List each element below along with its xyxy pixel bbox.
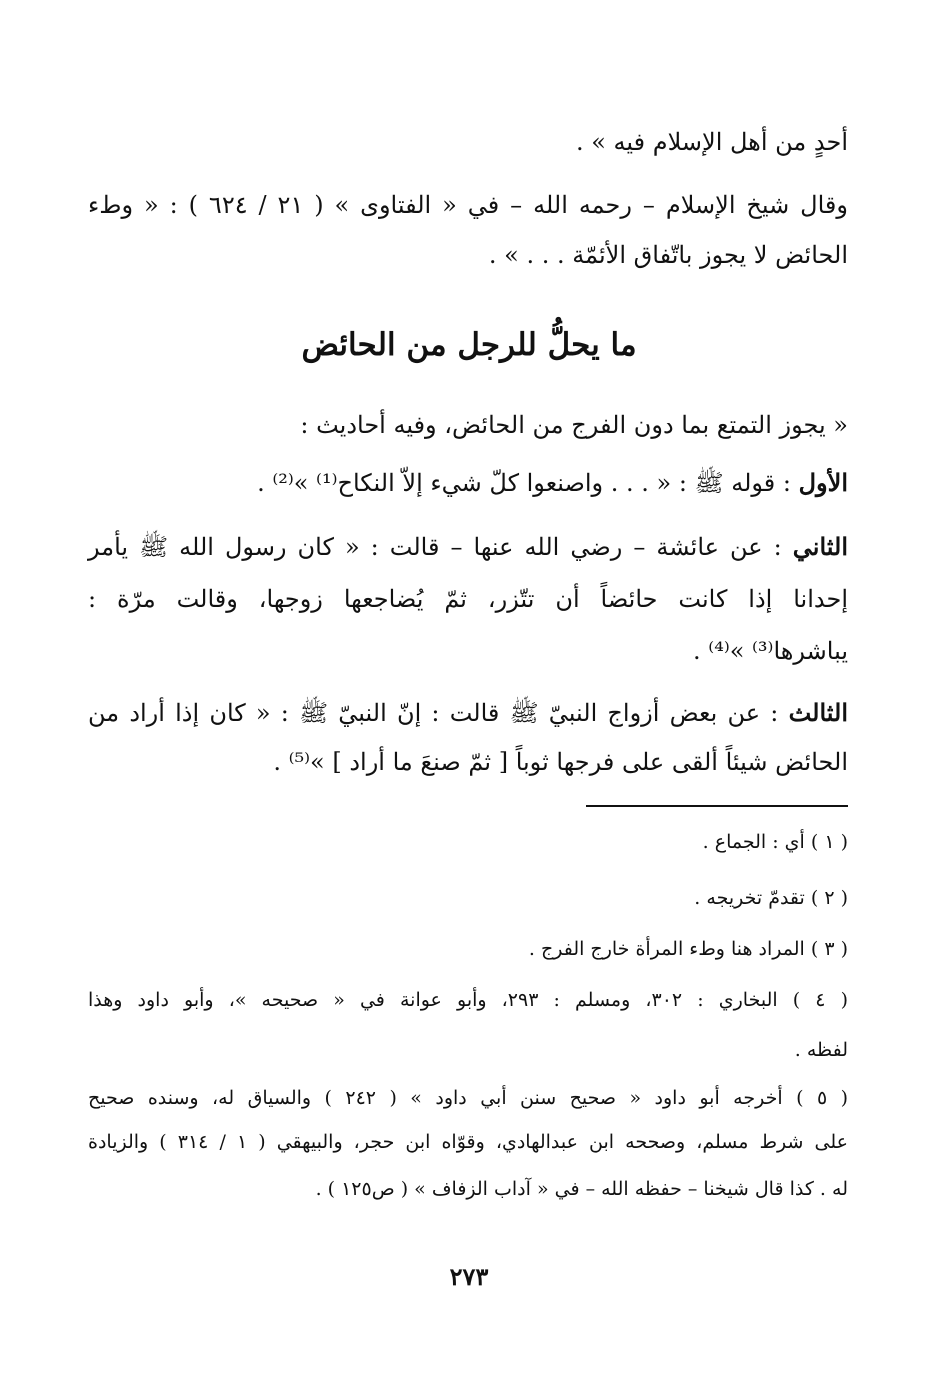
footnote-2: ( ٢ ) تقدمّ تخريجه .: [694, 887, 848, 909]
text-line-10: الحائض شيئاً ألقى على فرجها ثوباً [ ثمّ صنعَ ما أراد ] »⁽⁵⁾ .: [273, 748, 848, 776]
text-line-8: يباشرها⁽³⁾ »⁽⁴⁾ .: [693, 637, 848, 665]
text-line-4: « يجوز التمتع بما دون الفرج من الحائض، وفيه أحاديث :: [300, 411, 848, 439]
footnote-3: ( ٣ ) المراد هنا وطء المرأة خارج الفرج .: [528, 938, 848, 960]
section-heading: ما يحلُّ للرجل من الحائض: [301, 327, 637, 363]
hadith-first-text: : قوله ﷺ : « . . . واصنعوا كلّ شيء إلاّ النكاح⁽¹⁾ »⁽²⁾ .: [257, 469, 791, 497]
hadith-second-label: الثاني: [792, 532, 848, 561]
footnote-4-line-2: لفظه .: [794, 1039, 848, 1061]
hadith-first: [88, 466, 848, 500]
text-line-3: الحائض لا يجوز باتّفاق الأئمّة . . . » .: [488, 241, 848, 269]
hadith-third: [88, 696, 848, 730]
footnote-5-line-1: ( ٥ ) أخرجه أبو داود « صحيح سنن أبي داود » ( ٢٤٢ ) والسياق له، وسنده صحيح: [88, 1087, 849, 1109]
hadith-first-label: الأول: [798, 468, 848, 497]
footnote-4-line-1: ( ٤ ) البخاري : ٣٠٢، ومسلم : ٢٩٣، وأبو عوانة في « صحيحه »، وأبو داود وهذا: [88, 989, 849, 1011]
page-number: ٢٧٣: [449, 1262, 489, 1291]
footnote-separator: [586, 805, 848, 807]
hadith-second: [88, 530, 848, 564]
footnote-1: ( ١ ) أي : الجماع .: [702, 831, 848, 853]
footnote-5-line-3: له . كذا قال شيخنا – حفظه الله – في « آداب الزفاف » ( ص١٢٥ ) .: [315, 1178, 848, 1200]
text-line-2: وقال شيخ الإسلام – رحمه الله – في « الفتاوى » ( ٢١ / ٦٢٤ ) : « وطء: [88, 191, 848, 219]
hadith-second-text: : عن عائشة – رضي الله عنها – قالت : « كان رسول الله ﷺ يأمر: [88, 533, 782, 561]
text-line-1: أحدٍ من أهل الإسلام فيه » .: [575, 128, 848, 156]
hadith-third-text: : عن بعض أزواج النبيّ ﷺ قالت : إنّ النبيّ ﷺ : « كان إذا أراد من: [88, 699, 779, 727]
footnote-5-line-2: على شرط مسلم، وصححه ابن عبدالهادي، وقوّاه ابن حجر، والبيهقي ( ١ / ٣١٤ ) والزيادة: [88, 1131, 848, 1153]
text-line-7: إحدانا إذا كانت حائضاً أن تتّزر، ثمّ يُضاجعها زوجها، وقالت مرّة :: [88, 585, 848, 613]
hadith-third-label: الثالث: [788, 698, 848, 727]
